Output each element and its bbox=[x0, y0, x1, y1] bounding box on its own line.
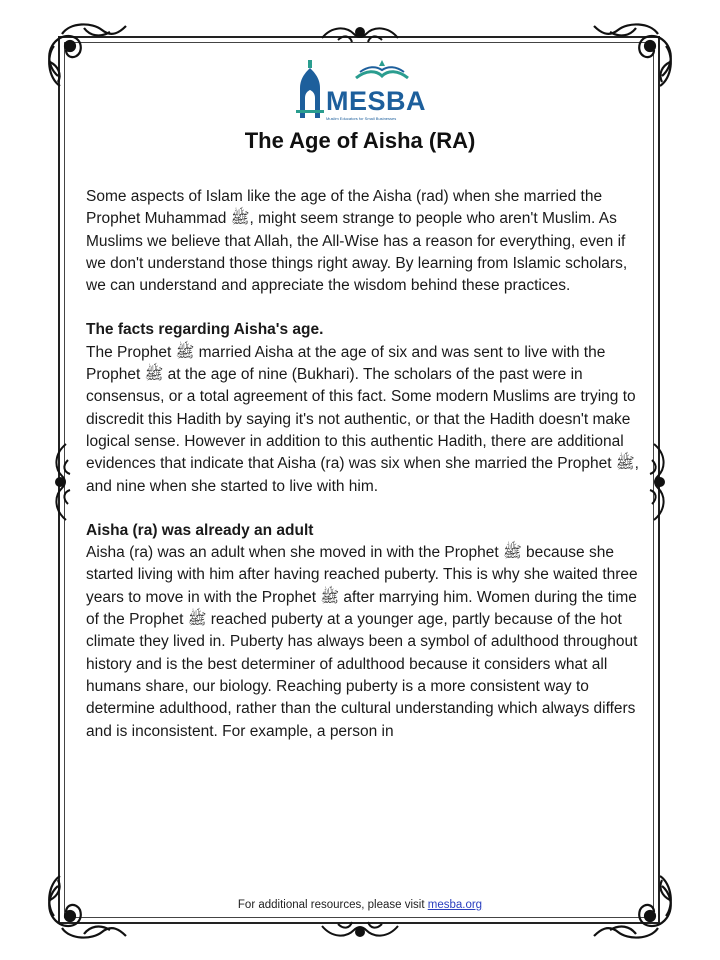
section-body-adult: Aisha (ra) was an adult when she moved in with the Prophet ﷺ because she started living with him after having reached puberty. This is why she waited three years to move in with the Prophet ﷺ after marrying him. Women during the time of the Prophet ﷺ reached puberty at a younger age, partly because of the hot climate they lived in. Puberty has always been a symbol of adulthood throughout history and is the best determiner of adulthood because it considers what all humans share, our biology. Reaching puberty is a more consistent way to determine adulthood, rather than the cultural understanding which always differs and is inconsistent. For example, a person in bbox=[86, 544, 638, 740]
open-book-icon bbox=[352, 58, 412, 84]
ornament-left-middle-icon bbox=[50, 440, 74, 524]
section-body-facts: The Prophet ﷺ married Aisha at the age of six and was sent to live with the Prophet ﷺ at the age of nine (Bukhari). The scholars of the past were in consensus, or a total agreement of this fact. Some modern Muslims are trying to discredit this Hadith by saying it's not authentic, or that the Hadith doesn't make logical sense. However in addition to this authentic Hadith, there are additional evidences that indicate that Aisha (ra) was six when she married the Prophet ﷺ, and nine when she started to live with him. bbox=[86, 343, 639, 495]
footer-link[interactable]: mesba.org bbox=[427, 899, 483, 911]
ornament-bottom-center-icon bbox=[318, 918, 402, 942]
section-heading-facts: The facts regarding Aisha's age. bbox=[86, 321, 324, 339]
document-body bbox=[86, 186, 646, 743]
logo-tagline: Muslim Educators for Small Businesses bbox=[326, 116, 397, 121]
page-title: The Age of Aisha (RA) bbox=[244, 128, 476, 153]
mosque-icon bbox=[294, 58, 326, 120]
ornament-top-center-icon bbox=[318, 22, 402, 46]
footer bbox=[0, 899, 720, 911]
mesba-logo bbox=[292, 56, 432, 122]
ornament-right-middle-icon bbox=[646, 440, 670, 524]
footer-text: For additional resources, please visit bbox=[237, 899, 428, 911]
ornament-corner-top-right-icon bbox=[590, 16, 680, 96]
section-heading-adult: Aisha (ra) was already an adult bbox=[86, 521, 314, 539]
ornament-corner-top-left-icon bbox=[40, 16, 130, 96]
intro-paragraph: Some aspects of Islam like the age of the Aisha (rad) when she married the Prophet Muhammad ﷺ, might seem strange to people who aren't Muslim. As Muslims we believe that Allah, the All-Wise has a reason for everything, even if we don't understand those things right away. By learning from Islamic scholars, we can understand and appreciate the wisdom behind these practices. bbox=[86, 188, 628, 295]
logo-wordmark: MESBA bbox=[326, 86, 427, 116]
